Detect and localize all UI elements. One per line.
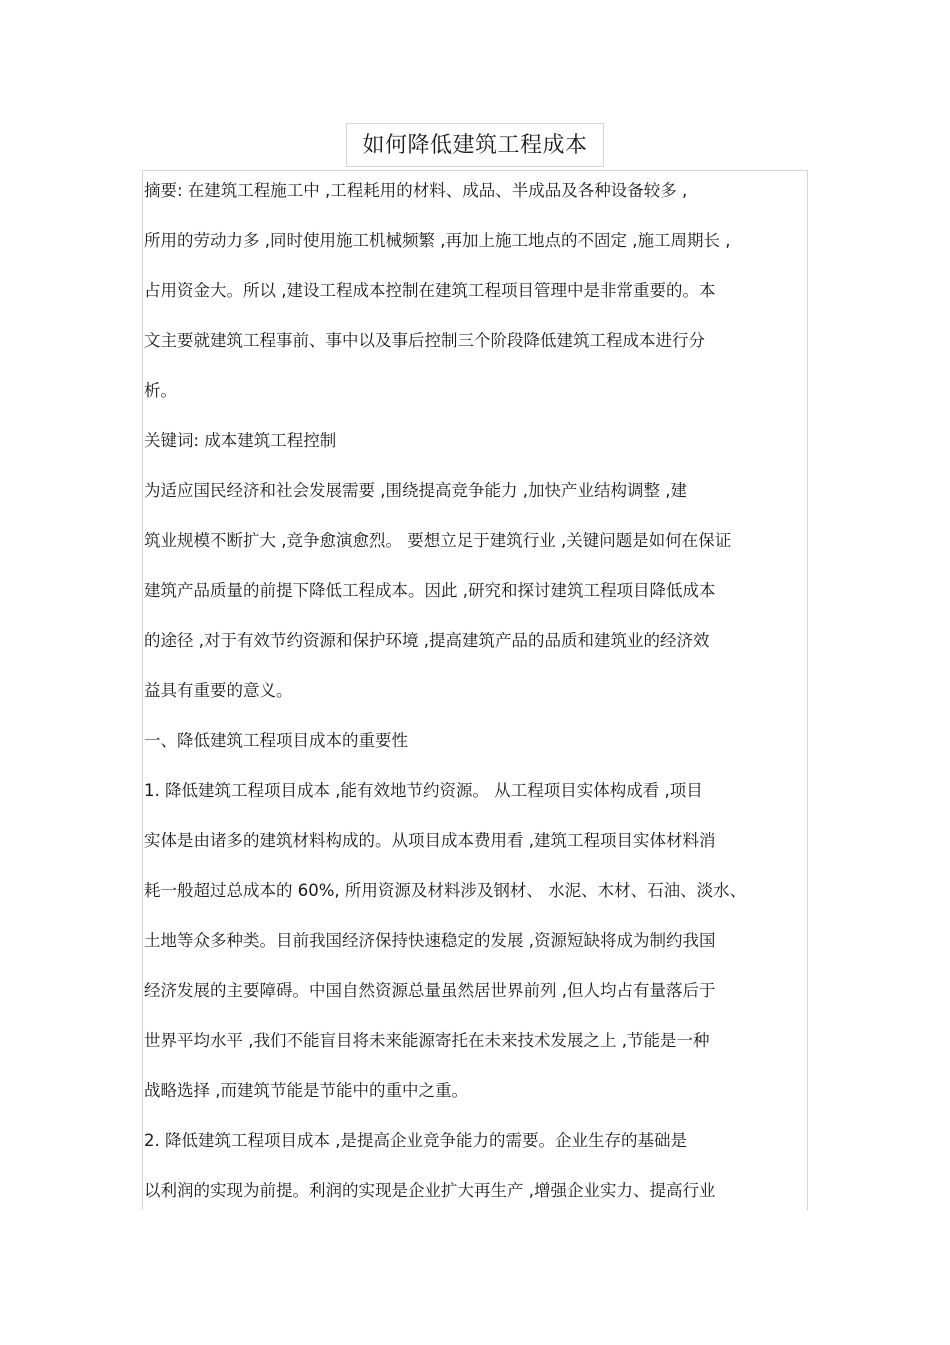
text-line: 耗一般超过总成本的 60%, 所用资源及材料涉及钢材、 水泥、木材、石油、淡水、 <box>144 881 747 900</box>
text-line: 实体是由诸多的建筑材料构成的。从项目成本费用看 ,建筑工程项目实体材料消 <box>144 831 716 850</box>
section-heading: 一、降低建筑工程项目成本的重要性 <box>144 731 408 750</box>
text-line: 战略选择 ,而建筑节能是节能中的重中之重。 <box>144 1081 468 1100</box>
text-line: 筑业规模不断扩大 ,竞争愈演愈烈。 要想立足于建筑行业 ,关键问题是如何在保证 <box>144 531 732 550</box>
text-line: 的途径 ,对于有效节约资源和保护环境 ,提高建筑产品的品质和建筑业的经济效 <box>144 631 710 650</box>
text-line: 1. 降低建筑工程项目成本 ,能有效地节约资源。 从工程项目实体构成看 ,项目 <box>144 781 703 800</box>
text-line: 以利润的实现为前提。利润的实现是企业扩大再生产 ,增强企业实力、提高行业 <box>144 1181 716 1200</box>
text-line: 建筑产品质量的前提下降低工程成本。因此 ,研究和探讨建筑工程项目降低成本 <box>144 581 716 600</box>
text-line: 2. 降低建筑工程项目成本 ,是提高企业竞争能力的需要。企业生存的基础是 <box>144 1131 687 1150</box>
text-line: 所用的劳动力多 ,同时使用施工机械频繁 ,再加上施工地点的不固定 ,施工周期长 , <box>144 231 731 250</box>
text-line: 析。 <box>144 381 177 400</box>
text-line: 经济发展的主要障碍。中国自然资源总量虽然居世界前列 ,但人均占有量落后于 <box>144 981 716 1000</box>
text-line: 益具有重要的意义。 <box>144 681 293 700</box>
text-line: 摘要: 在建筑工程施工中 ,工程耗用的材料、成品、半成品及各种设备较多 , <box>144 181 688 200</box>
text-line: 为适应国民经济和社会发展需要 ,围绕提高竞争能力 ,加快产业结构调整 ,建 <box>144 481 687 500</box>
text-line: 土地等众多种类。目前我国经济保持快速稳定的发展 ,资源短缺将成为制约我国 <box>144 931 716 950</box>
keywords-line: 关键词: 成本建筑工程控制 <box>144 431 337 450</box>
document-title: 如何降低建筑工程成本 <box>362 133 588 158</box>
title-box <box>346 123 604 167</box>
text-line: 世界平均水平 ,我们不能盲目将未来能源寄托在未来技术发展之上 ,节能是一种 <box>144 1031 710 1050</box>
text-line: 文主要就建筑工程事前、事中以及事后控制三个阶段降低建筑工程成本进行分 <box>144 331 705 350</box>
text-line: 占用资金大。所以 ,建设工程成本控制在建筑工程项目管理中是非常重要的。本 <box>144 281 716 300</box>
